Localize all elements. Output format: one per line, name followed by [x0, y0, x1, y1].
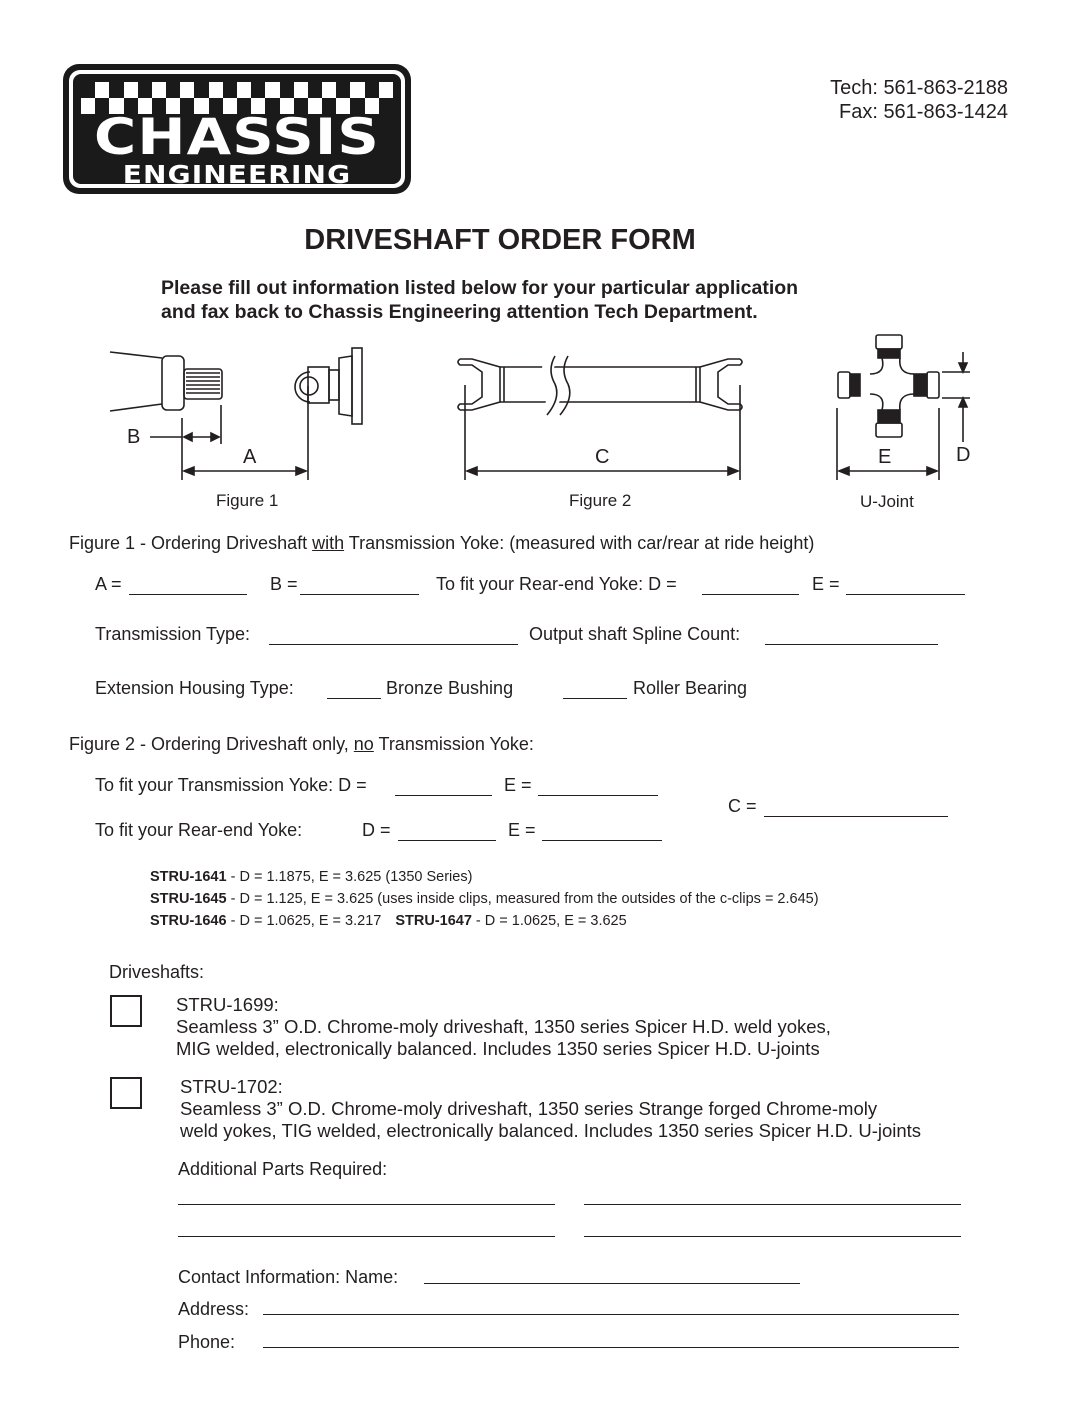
- checker-square: [350, 82, 364, 98]
- extension-housing-label: Extension Housing Type:: [95, 678, 294, 698]
- driveshafts-label: Driveshafts:: [109, 962, 205, 982]
- field-e-input[interactable]: [846, 594, 965, 595]
- checker-square: [194, 82, 208, 98]
- stru-1702-desc-line-1: Seamless 3” O.D. Chrome-moly driveshaft, 1350 series Strange forged Chrome-moly: [180, 1098, 878, 1119]
- spec-description: - D = 1.1875, E = 3.625 (1350 Series): [226, 869, 473, 885]
- spline-count-label: Output shaft Spline Count:: [529, 624, 741, 644]
- checker-square: [308, 82, 322, 98]
- spec-description: - D = 1.0625, E = 3.625: [471, 913, 627, 929]
- transmission-tailshaft-drawing: [110, 352, 222, 411]
- checker-square: [124, 82, 138, 98]
- stru-1699-part: STRU-1699:: [176, 994, 279, 1015]
- phone-input[interactable]: [263, 1347, 959, 1348]
- spec-description: - D = 1.125, E = 3.625 (uses inside clips, measured from the outsides of the c-clips = 2.645): [226, 891, 819, 907]
- trans-yoke-e-input[interactable]: [538, 795, 658, 796]
- bronze-bushing-label: Bronze Bushing: [386, 678, 514, 698]
- section-2-heading: [69, 734, 534, 755]
- additional-parts-label: Additional Parts Required:: [178, 1159, 388, 1179]
- dimension-a-label: A: [243, 446, 257, 468]
- checker-square: [265, 82, 279, 98]
- checker-square: [152, 82, 166, 98]
- field-e-label: E =: [812, 574, 840, 594]
- spec-part-number: STRU-1646: [150, 913, 227, 929]
- stru-1702-desc-line-2: weld yokes, TIG welded, electronically balanced. Includes 1350 series Spicer H.D. U-joints: [180, 1120, 922, 1141]
- logo-word-engineering: ENGINEERING: [122, 160, 352, 184]
- spline-count-input[interactable]: [765, 644, 938, 645]
- additional-part-input-2[interactable]: [584, 1204, 961, 1205]
- stru-1702-checkbox[interactable]: [110, 1077, 142, 1109]
- trans-yoke-d-input[interactable]: [395, 795, 492, 796]
- checker-square: [109, 82, 123, 98]
- intro-line-2: and fax back to Chassis Engineering attention Tech Department.: [161, 301, 758, 323]
- spec-description: - D = 1.0625, E = 3.217: [226, 913, 382, 929]
- checker-square: [379, 82, 393, 98]
- logo-word-chassis: CHASSIS: [94, 108, 380, 166]
- address-label: Address:: [178, 1299, 250, 1319]
- additional-part-input-4[interactable]: [584, 1236, 961, 1237]
- section-2-heading-post: Transmission Yoke:: [373, 734, 534, 754]
- intro-line-1: Please fill out information listed below for your particular application: [161, 277, 799, 299]
- field-rear-yoke-d-input[interactable]: [702, 594, 799, 595]
- contact-name-label: Contact Information: Name:: [178, 1267, 399, 1287]
- dimension-b-label: B: [127, 426, 141, 448]
- rear-yoke-e-label: E =: [508, 820, 536, 840]
- rear-yoke-e-input[interactable]: [542, 840, 662, 841]
- section-1-heading-emphasis: with: [312, 533, 345, 553]
- spec-line-2: [150, 891, 819, 907]
- checker-square: [237, 82, 251, 98]
- tech-phone: Tech: 561-863-2188: [830, 77, 1008, 99]
- u-joint-drawing: [838, 335, 939, 437]
- checker-square: [95, 82, 109, 98]
- stru-1699-desc-line-1: Seamless 3” O.D. Chrome-moly driveshaft, 1350 series Spicer H.D. weld yokes,: [176, 1016, 831, 1037]
- field-a-input[interactable]: [129, 594, 247, 595]
- section-2-heading-emphasis: no: [353, 734, 374, 754]
- phone-label: Phone:: [178, 1332, 236, 1352]
- checker-square: [138, 82, 152, 98]
- spec-part-number: STRU-1647: [395, 913, 472, 929]
- figure-1-caption: Figure 1: [216, 491, 279, 510]
- spec-part-number: STRU-1641: [150, 869, 227, 885]
- page-title: DRIVESHAFT ORDER FORM: [304, 224, 696, 256]
- spec-line-1: [150, 869, 472, 885]
- spec-line-3: [150, 913, 627, 929]
- transmission-type-input[interactable]: [269, 644, 518, 645]
- dimension-c-field-label: C =: [728, 796, 757, 816]
- trans-yoke-e-label: E =: [504, 775, 532, 795]
- additional-part-input-1[interactable]: [178, 1204, 555, 1205]
- stru-1699-desc-line-2: MIG welded, electronically balanced. Includes 1350 series Spicer H.D. U-joints: [176, 1038, 820, 1059]
- additional-part-input-3[interactable]: [178, 1236, 555, 1237]
- dimension-e-label: E: [878, 446, 892, 468]
- dimension-c-input[interactable]: [764, 816, 948, 817]
- transmission-type-label: Transmission Type:: [95, 624, 251, 644]
- field-b-input[interactable]: [300, 594, 419, 595]
- checker-square: [280, 82, 294, 98]
- stru-1702-part: STRU-1702:: [180, 1076, 283, 1097]
- stru-1699-checkbox[interactable]: [110, 995, 142, 1027]
- u-joint-caption: U-Joint: [860, 492, 914, 511]
- checker-square: [294, 82, 308, 98]
- section-2-heading-pre: Figure 2 - Ordering Driveshaft only,: [69, 734, 354, 754]
- rear-yoke-d-input[interactable]: [398, 840, 496, 841]
- roller-bearing-input[interactable]: [563, 698, 627, 699]
- checker-square: [209, 82, 223, 98]
- dimension-d-label: D: [956, 444, 971, 466]
- checker-square: [336, 82, 350, 98]
- section-1-heading-pre: Figure 1 - Ordering Driveshaft: [69, 533, 313, 553]
- contact-name-input[interactable]: [424, 1283, 800, 1284]
- section-1-heading-post: Transmission Yoke: (measured with car/rear at ride height): [344, 533, 815, 553]
- spec-part-number: STRU-1645: [150, 891, 227, 907]
- field-b-label: B =: [270, 574, 298, 594]
- checker-square: [166, 82, 180, 98]
- trans-yoke-d-label: To fit your Transmission Yoke: D =: [95, 775, 367, 795]
- bronze-bushing-input[interactable]: [327, 698, 381, 699]
- chassis-engineering-logo: [63, 64, 411, 194]
- rear-yoke-drawing: [295, 348, 362, 424]
- checker-square: [81, 82, 95, 98]
- checker-square: [251, 82, 265, 98]
- rear-yoke-d-label: D =: [362, 820, 391, 840]
- roller-bearing-label: Roller Bearing: [633, 678, 748, 698]
- checker-square: [180, 82, 194, 98]
- checker-square: [365, 82, 379, 98]
- u-joint-diagram: [820, 330, 1000, 490]
- rear-yoke-label: To fit your Rear-end Yoke:: [95, 820, 303, 840]
- fax-phone: Fax: 561-863-1424: [838, 101, 1008, 123]
- figure-2-caption: Figure 2: [569, 491, 632, 510]
- address-input[interactable]: [263, 1314, 959, 1315]
- section-1-heading: [69, 533, 814, 554]
- checker-square: [223, 82, 237, 98]
- driveshaft-drawing: [458, 356, 742, 415]
- field-rear-yoke-d-label: To fit your Rear-end Yoke: D =: [436, 574, 677, 594]
- checker-square: [322, 82, 336, 98]
- dimension-c-label: C: [595, 446, 610, 468]
- field-a-label: A =: [95, 574, 122, 594]
